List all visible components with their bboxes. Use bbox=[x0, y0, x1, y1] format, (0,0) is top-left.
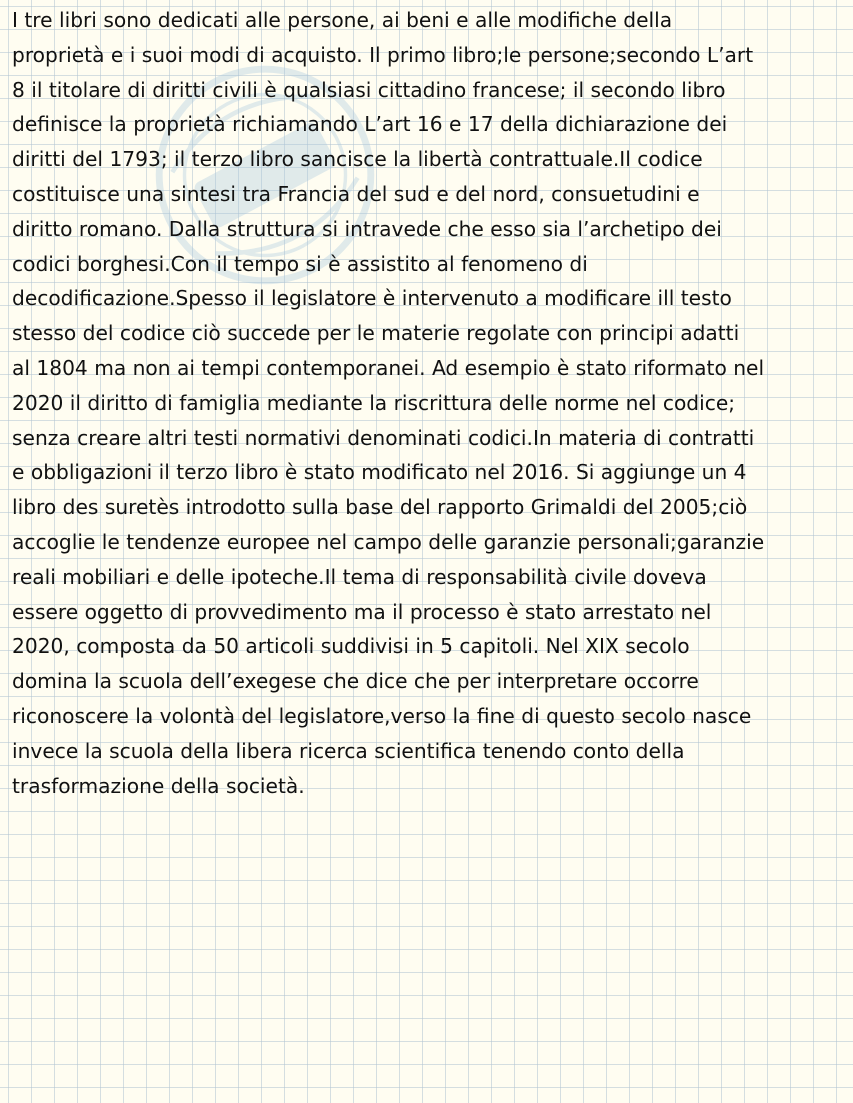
text-line: I tre libri sono dedicati alle persone, ai beni e alle modifiche della bbox=[12, 8, 673, 32]
handwritten-text-block bbox=[12, 3, 848, 803]
text-line: diritti del 1793; il terzo libro sancisce la libertà contrattuale.Il codice bbox=[12, 147, 703, 172]
text-line: decodificazione.Spesso il legislatore è intervenuto a modificare ill testo bbox=[12, 286, 732, 311]
text-line: senza creare altri testi normativi denominati codici.In materia di contratti bbox=[12, 425, 755, 450]
text-line: 2020 il diritto di famiglia mediante la riscrittura delle norme nel codice; bbox=[12, 390, 736, 415]
text-line: invece la scuola della libera ricerca scientifica tenendo conto della bbox=[12, 738, 685, 763]
text-line: 2020, composta da 50 articoli suddivisi in 5 capitoli. Nel XIX secolo bbox=[12, 634, 690, 659]
text-line: definisce la proprietà richiamando L’art 16 e 17 della dichiarazione dei bbox=[12, 112, 728, 137]
text-line: diritto romano. Dalla struttura si intravede che esso sia l’archetipo dei bbox=[12, 216, 722, 241]
text-line: reali mobiliari e delle ipoteche.Il tema di responsabilità civile doveva bbox=[12, 564, 707, 589]
text-line: stesso del codice ciò succede per le materie regolate con principi adatti bbox=[12, 321, 740, 346]
text-line: essere oggetto di provvedimento ma il processo è stato arrestato nel bbox=[12, 599, 712, 624]
text-line: costituisce una sintesi tra Francia del sud e del nord, consuetudini e bbox=[12, 181, 700, 206]
text-line: domina la scuola dell’exegese che dice che per interpretare occorre bbox=[12, 669, 699, 694]
text-line: accoglie le tendenze europee nel campo delle garanzie personali;garanzie bbox=[12, 529, 765, 554]
text-line: libro des suretès introdotto sulla base del rapporto Grimaldi del 2005;ciò bbox=[12, 495, 748, 520]
text-line: trasformazione della società. bbox=[12, 773, 305, 798]
text-line: al 1804 ma non ai tempi contemporanei. Ad esempio è stato riformato nel bbox=[12, 355, 765, 380]
text-line: codici borghesi.Con il tempo si è assistito al fenomeno di bbox=[12, 251, 588, 276]
text-line: 8 il titolare di diritti civili è qualsiasi cittadino francese; il secondo libro bbox=[12, 77, 726, 102]
text-line: riconoscere la volontà del legislatore,verso la fine di questo secolo nasce bbox=[12, 703, 752, 728]
text-line: e obbligazioni il terzo libro è stato modificato nel 2016. Si aggiunge un 4 bbox=[12, 460, 747, 485]
text-line: proprietà e i suoi modi di acquisto. Il primo libro;le persone;secondo L’art bbox=[12, 42, 754, 67]
